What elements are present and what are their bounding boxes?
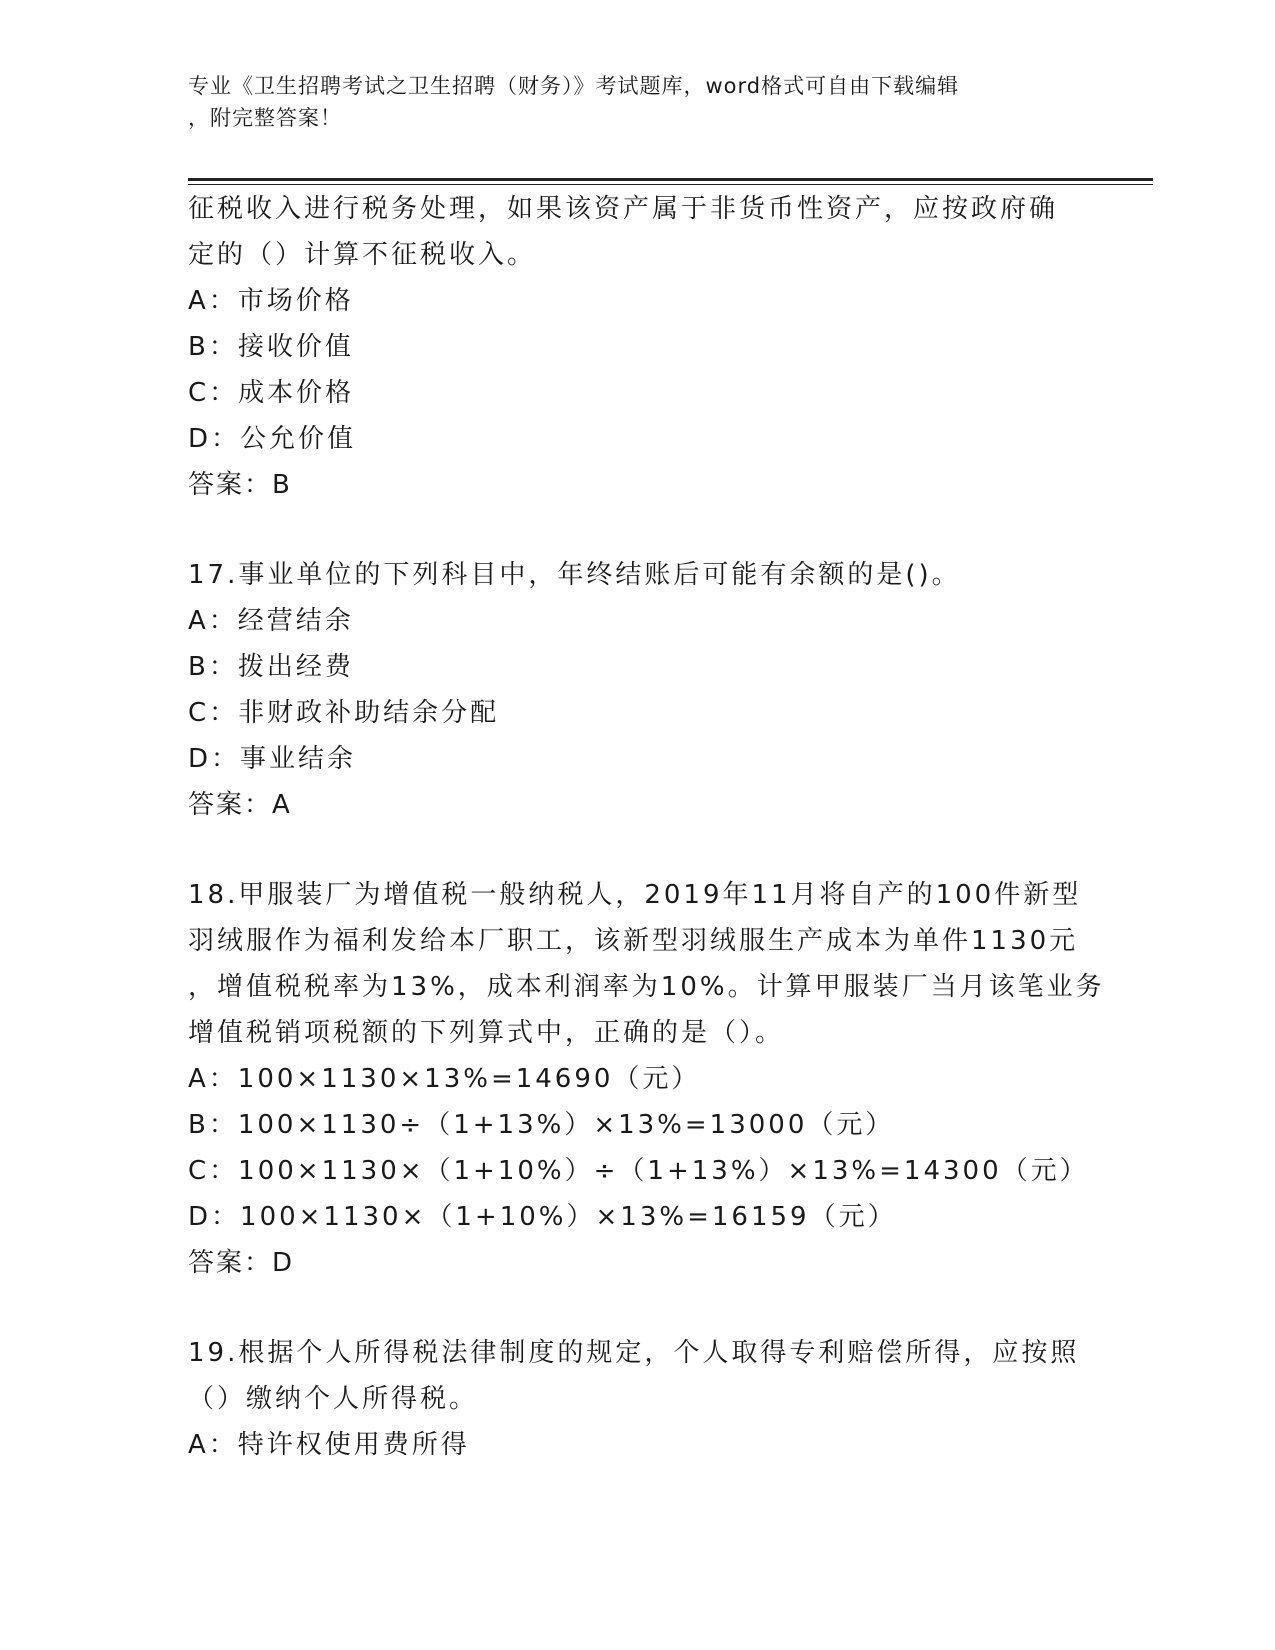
- option-d: D：事业结余: [188, 744, 357, 774]
- answer-line: 答案：A: [188, 790, 292, 820]
- document-header: [188, 70, 1068, 134]
- document-page: [188, 70, 1118, 1460]
- question-text-line: ，增值税税率为13%，成本利润率为10%。计算甲服装厂当月该笔业务: [188, 972, 1105, 1002]
- option-a: A：特许权使用费所得: [188, 1430, 470, 1460]
- question-text-line: 18.甲服装厂为增值税一般纳税人，2019年11月将自产的100件新型: [188, 880, 1082, 910]
- option-d: D：100×1130×（1+10%）×13%=16159（元）: [188, 1202, 897, 1232]
- option-b: B：100×1130÷（1+13%）×13%=13000（元）: [188, 1110, 895, 1140]
- option-c: C：100×1130×（1+10%）÷（1+13%）×13%=14300（元）: [188, 1156, 1089, 1186]
- question-text: [188, 872, 1118, 1056]
- option-b: B：接收价值: [188, 332, 354, 362]
- question-text-line: 19.根据个人所得税法律制度的规定，个人取得专利赔偿所得，应按照: [188, 1338, 1080, 1368]
- question-text-line: 征税收入进行税务处理，如果该资产属于非货币性资产，应按政府确: [188, 194, 1059, 224]
- option-d: D：公允价值: [188, 424, 357, 454]
- option-c: C：非财政补助结余分配: [188, 698, 500, 728]
- question-text-line: 17.事业单位的下列科目中，年终结账后可能有余额的是()。: [188, 560, 961, 590]
- question-text-line: 羽绒服作为福利发给本厂职工，该新型羽绒服生产成本为单件1130元: [188, 926, 1079, 956]
- question-block: [188, 186, 1118, 508]
- question-block: [188, 872, 1118, 1286]
- question-text-line: （）缴纳个人所得税。: [188, 1384, 479, 1414]
- question-block: [188, 1330, 1118, 1468]
- option-a: A：100×1130×13%=14690（元）: [188, 1064, 701, 1094]
- option-a: A：市场价格: [188, 286, 354, 316]
- question-text-line: 增值税销项税额的下列算式中，正确的是（）。: [188, 1018, 785, 1048]
- option-c: C：成本价格: [188, 378, 355, 408]
- question-list: [188, 186, 1118, 1512]
- question-text: [188, 1330, 1118, 1422]
- answer-line: 答案：D: [188, 1248, 295, 1278]
- question-text-line: 定的（）计算不征税收入。: [188, 240, 537, 270]
- option-a: A：经营结余: [188, 606, 354, 636]
- question-block: [188, 552, 1118, 828]
- answer-line: 答案：B: [188, 470, 292, 500]
- option-b: B：拨出经费: [188, 652, 354, 682]
- header-line: 专业《卫生招聘考试之卫生招聘（财务）》考试题库，word格式可自由下载编辑: [188, 74, 960, 98]
- question-text: [188, 186, 1118, 278]
- header-line: ，附完整答案！: [188, 106, 342, 130]
- question-text: [188, 552, 1118, 598]
- header-divider: [188, 178, 1153, 185]
